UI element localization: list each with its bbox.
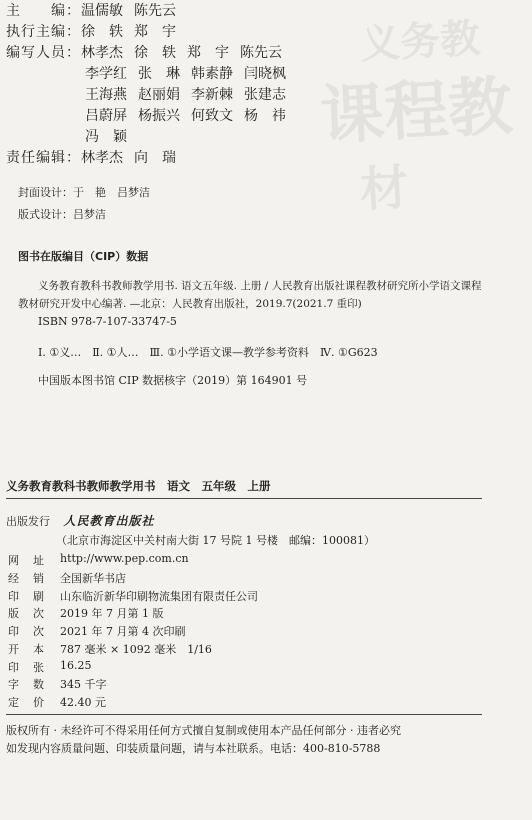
detail-key: 字数	[8, 678, 58, 691]
detail-row	[8, 552, 189, 568]
editor-label: 执行主编：	[6, 24, 81, 40]
editor-name: 张建志	[244, 87, 286, 103]
detail-key: 网址	[8, 554, 58, 567]
cip-line-2: 教材研究开发中心编著. —北京：人民教育出版社，2019.7(2021.7 重印)	[18, 298, 362, 310]
detail-key: 印刷	[8, 590, 58, 603]
cover-design: 封面设计：于 艳 吕梦洁	[18, 186, 150, 199]
cip-isbn: ISBN 978-7-107-33747-5	[38, 315, 177, 328]
detail-value: 42.40 元	[60, 696, 106, 709]
editor-name: 吕蔚屏	[85, 108, 127, 124]
editor-name: 林孝杰	[81, 150, 123, 166]
editor-name: 闫晓枫	[244, 66, 286, 82]
editor-name: 李新棘	[191, 87, 233, 103]
detail-row	[8, 605, 163, 621]
detail-row	[8, 641, 212, 657]
editor-name: 向 瑞	[134, 150, 176, 166]
detail-key: 印次	[8, 625, 58, 638]
detail-key: 印张	[8, 661, 58, 674]
contact-notice: 如发现内容质量问题、印装质量问题，请与本社联系。电话：400-810-5788	[6, 742, 381, 755]
editor-row-writers-4	[85, 105, 297, 125]
editor-name: 李学红	[85, 66, 127, 82]
detail-key: 开本	[8, 643, 58, 656]
detail-key: 经销	[8, 572, 58, 585]
copyright-notice: 版权所有 · 未经许可不得采用任何方式擅自复制或使用本产品任何部分 · 违者必究	[6, 724, 401, 737]
editor-name: 林孝杰	[81, 45, 123, 61]
editor-name: 杨 祎	[244, 108, 286, 124]
detail-value: 787 毫米 × 1092 毫米 1/16	[60, 643, 212, 656]
detail-value: 山东临沂新华印刷物流集团有限责任公司	[60, 590, 258, 603]
detail-row	[8, 694, 106, 710]
detail-value: 2019 年 7 月第 1 版	[60, 607, 164, 620]
cip-heading: 图书在版编目（CIP）数据	[18, 250, 149, 263]
editor-name: 郑 宇	[134, 24, 176, 40]
editor-name: 徐 轶	[81, 24, 123, 40]
editor-name: 赵丽娟	[138, 87, 180, 103]
publisher-label: 出版发行	[6, 515, 50, 528]
editor-name: 徐 轶	[134, 45, 176, 61]
detail-key: 版次	[8, 607, 58, 620]
publisher-name: 人民教育出版社	[63, 514, 155, 528]
book-title: 义务教育教科书教师教学用书 语文 五年级 上册	[6, 479, 271, 493]
editor-row-writers-5	[85, 126, 138, 146]
publisher-row	[6, 512, 155, 529]
editor-label: 主 编：	[6, 3, 81, 19]
detail-value: http://www.pep.com.cn	[60, 552, 189, 565]
cip-record: 中国版本图书馆 CIP 数据核字（2019）第 164901 号	[38, 374, 308, 387]
detail-row	[8, 588, 258, 604]
editor-name: 何致文	[191, 108, 233, 124]
editor-name: 温儒敏	[81, 3, 123, 19]
editor-name: 冯 颖	[85, 129, 127, 145]
detail-value: 345 千字	[60, 678, 107, 691]
detail-value: 2021 年 7 月第 4 次印刷	[60, 625, 186, 638]
detail-row	[8, 570, 126, 586]
detail-row	[8, 676, 107, 692]
detail-value: 16.25	[60, 659, 92, 672]
editor-name: 张 琳	[138, 66, 180, 82]
editor-row-executive	[6, 21, 187, 41]
editor-row-responsible	[6, 147, 187, 167]
layout-design: 版式设计：吕梦洁	[18, 208, 106, 221]
detail-value: 全国新华书店	[60, 572, 126, 585]
cip-line-1: 义务教育教科书教师教学用书. 语文五年级. 上册 / 人民教育出版社课程教材研究所小学语文课程	[38, 280, 482, 292]
editor-name: 杨振兴	[138, 108, 180, 124]
editor-row-writers-3	[85, 84, 297, 104]
editor-row-writers-2	[85, 63, 297, 83]
cip-classification: Ⅰ. ①义… Ⅱ. ①人… Ⅲ. ①小学语文课—教学参考资料 Ⅳ. ①G623	[38, 346, 378, 359]
editor-name: 陈先云	[240, 45, 282, 61]
publisher-address: （北京市海淀区中关村南大街 17 号院 1 号楼 邮编：100081）	[56, 534, 375, 547]
detail-row	[8, 659, 92, 675]
divider	[6, 498, 482, 499]
editor-name: 陈先云	[134, 3, 176, 19]
detail-row	[8, 623, 185, 639]
editor-name: 韩素静	[191, 66, 233, 82]
editor-label: 责任编辑：	[6, 150, 81, 166]
detail-key: 定价	[8, 696, 58, 709]
editor-row-writers	[6, 42, 293, 62]
editor-row-chief	[6, 0, 187, 20]
divider	[6, 714, 482, 715]
editor-label: 编写人员：	[6, 45, 81, 61]
editor-name: 王海燕	[85, 87, 127, 103]
editor-name: 郑 宇	[187, 45, 229, 61]
